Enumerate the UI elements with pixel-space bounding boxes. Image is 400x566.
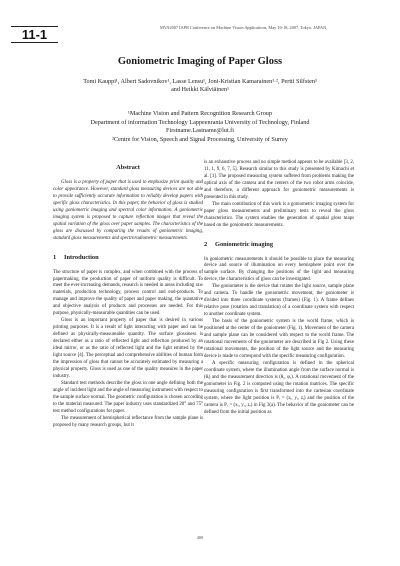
body-paragraph: Standard test methods describe the gloss in one angle defining both the angle of incident light and the angle of measuring instrument with respect to the sample surface normal. The geometric configuration is chosen according to the material measured. The paper industry uses standardized 20° and 75° test method configurations for paper. bbox=[53, 380, 203, 414]
body-paragraph: is an exhaustive process and no simple method appears to be available [3, 2, 11, 1, 9, 6, 7, 5]. Research similar to this study is presented by Kimachi et al. [1]. The proposed measuring system suffered from problems making the optical axis of the camera and the centers of the two robot arms coincide, and therefore, a different approach for goniometric measurements is presented in this study. bbox=[204, 160, 354, 200]
affiliation-email: Firstname.Lastname@lut.fi bbox=[166, 127, 234, 135]
body-paragraph: The measurement of hemispherical reflectance from the sample plane is proposed by many research groups, but it bbox=[53, 415, 203, 428]
body-paragraph: The goniometer is the device that rotates the light source, sample plane and camera. To handle the goniometric movement, the goniometer is divided into three coordinate systems (frames) (Fig. 1). A frame defines relative pose (rotation and translation) of a coordinate system with respect to another coordinate system. bbox=[204, 284, 354, 318]
affiliation-line-2: Department of information Technology Lappeenranta University of Technology, Finland bbox=[90, 118, 310, 126]
body-paragraph: A specific measuring configuration is defined in the spherical coordinate system, where the illumination angle from the surface normal is (θᵢ) and the measurement direction is (θᵣ, φᵣ). A rotational movement of the goniometer in Fig. 2 is computed using the rotation matrices. The specific measuring configuration is first transformed into the cartesian coordinate system, where the light position is Pᵢ = (xᵢ, yᵢ, zᵢ) and the position of the camera is Pᵣ = (xᵣ, yᵣ, zᵣ) in Fig 3(a). The behavior of the goniometer can be defined from the initial position as bbox=[204, 360, 354, 415]
body-paragraph: Gloss is an important property of paper that is desired in various printing purposes. It is a result of light interacting with paper and can be defined as physically-measureable quantity. The surface glossiness is declared either as a ratio of reflected light and reflection produced by an ideal mirror, or as the ratio of reflected light and the light emitted by the light source [4]. The perceptual and comprehensive abilities of human form the impression of gloss that cannot be accurately estimated by measuring a physical property. Gloss is used as one of the quality measures in the paper industry. bbox=[53, 318, 203, 379]
page-number: 400 bbox=[196, 535, 204, 540]
authors-line-1: Tomi Kauppi¹, Albert Sadovnikov¹, Lasse Lensu¹, Joni-Kristian Kamarainen¹·², Pertti Silfsten³ bbox=[83, 78, 317, 85]
right-column bbox=[204, 160, 354, 416]
section-number: 1 bbox=[53, 253, 57, 261]
body-paragraph: The basis of the goniometric system is the world frame, which is positioned at the center of the goniometer (Fig. 1). Movement of the camera and sample plane can be considered with respect to the world frame. The rotational movements of the goniometer are described in Fig 2. Using these rotational movements, the position of the light source and the measuring device is made to correspond with the specific measuring configuration. bbox=[204, 319, 354, 359]
paper-title: Goniometric Imaging of Paper Gloss bbox=[117, 56, 283, 67]
authors-line-2: and Heikki Kälviäinen¹ bbox=[171, 86, 229, 94]
affiliations bbox=[0, 110, 400, 144]
body-paragraph: The structure of paper is complex, and when combined with the process of papermaking, the production of paper of uniform quality is difficult. To meet the ever-increasing demands, research is needed in areas including raw materials, production technology, process control and end-products. To manage and improve the quality of paper and paper making, the quantative and objective analysis of products and processes are needed. For this purpose, physically-measurable quantities can be used. bbox=[53, 269, 203, 317]
section-heading-introduction bbox=[53, 253, 203, 262]
body-paragraph: In goniometric measurements it should be possible to place the measuring device and source of illumination on every hemisphere point over the sample surface. By changing the positions of the light and measuring device, the characteristics of gloss can be investigated. bbox=[204, 256, 354, 283]
section-number: 2 bbox=[204, 240, 208, 248]
left-column bbox=[53, 160, 203, 430]
affiliation-line-4: ²Centre for Vision, Speech and Signal Processing, University of Surrey bbox=[112, 135, 288, 143]
section-title: Goniometric imaging bbox=[215, 240, 274, 248]
body-paragraph: The main contribution of this work is a goniometric imaging system for paper gloss measurements and preliminary tests to reveal the gloss characteristics. The system enables the generation of spatial gloss maps based on the goniometric measurements. bbox=[204, 201, 354, 228]
abstract-heading: Abstract bbox=[116, 164, 140, 171]
abstract-text: Gloss is a property of paper that is used to emphasize print quality and color appearance. However, standard gloss measuring devices are not able to provide sufficiently accurate information to reliably develop papers with specific gloss characteristics. In this paper, the behavior of gloss is studied using goniometric imaging and spectral color information. A goniometric imaging system is proposed to capture reflection images that reveal the spatial variation of the gloss over paper samples. The characteristics of the gloss are discussed by comparing the results of goniometric imaging, standard gloss measurements and spectroradiometric measurements. bbox=[53, 180, 203, 241]
author-list bbox=[0, 78, 400, 94]
section-title: Introduction bbox=[64, 253, 99, 261]
conference-header: MVA2007 IAPR Conference on Machine Vision Applications, May 16-18, 2007, Tokyo, JAPAN bbox=[160, 25, 327, 30]
session-badge: 11-1 bbox=[11, 26, 58, 43]
affiliation-line-1: ¹Machine Vision and Pattern Recognition Research Group bbox=[128, 110, 272, 117]
section-heading-goniometric-imaging bbox=[204, 240, 354, 249]
